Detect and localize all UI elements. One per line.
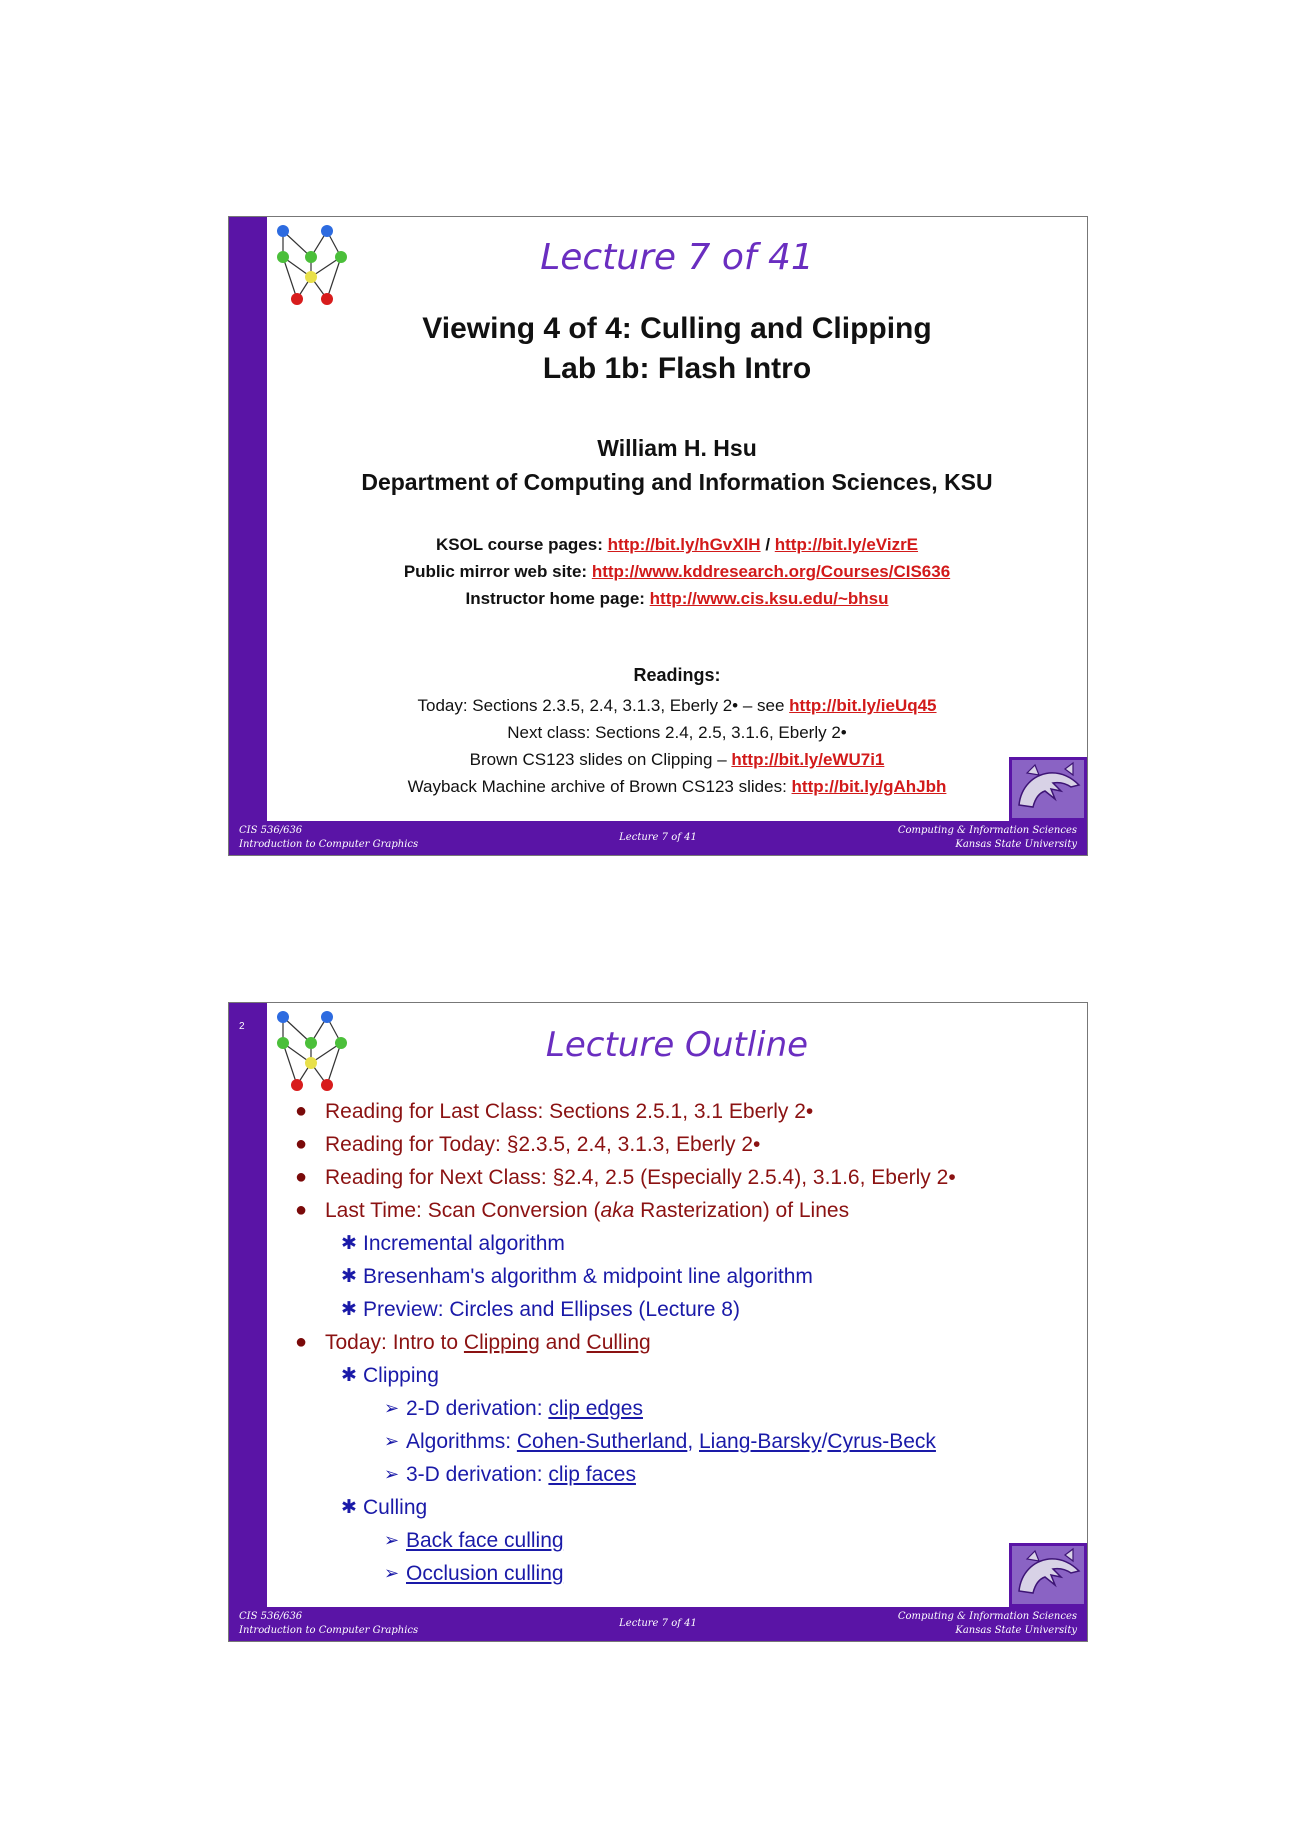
culling-link[interactable]: Culling — [586, 1331, 651, 1354]
arrow-bullet-icon: ➢ — [384, 1530, 400, 1550]
footer-lecture: Lecture 7 of 41 — [619, 832, 697, 843]
back-face-culling-link[interactable]: Back face culling — [406, 1529, 564, 1552]
bullet-dot-icon: ● — [295, 1166, 308, 1188]
cohen-sutherland-link[interactable]: Cohen-Sutherland — [516, 1430, 688, 1453]
arrow-bullet-icon: ➢ — [384, 1398, 400, 1418]
slide-sidebar — [229, 217, 267, 855]
arrow-bullet-icon: ➢ — [384, 1563, 400, 1583]
slide-footer — [229, 821, 1087, 855]
list-item: ➢ Algorithms: Cohen-Sutherland, Liang-Barsky/Cyrus-Beck — [289, 1425, 1027, 1458]
today-link[interactable]: http://bit.ly/ieUq45 — [789, 696, 937, 715]
asterisk-bullet-icon: ✱ — [341, 1365, 357, 1386]
asterisk-bullet-icon: ✱ — [341, 1299, 357, 1320]
readings-list — [267, 692, 1087, 800]
readings-heading: Readings: — [633, 665, 721, 685]
lecture-title: Lecture 7 of 41 — [540, 237, 814, 278]
reading-next: Next class: Sections 2.4, 2.5, 3.1.6, Eberly 2• — [507, 723, 847, 742]
homepage-link[interactable]: http://www.cis.ksu.edu/~bhsu — [649, 589, 889, 608]
footer-lecture: Lecture 7 of 41 — [619, 1618, 697, 1629]
ksol-row: KSOL course pages: http://bit.ly/hGvXlH / http://bit.ly/eVizrE — [435, 535, 919, 554]
asterisk-bullet-icon: ✱ — [341, 1497, 357, 1518]
arrow-bullet-icon: ➢ — [384, 1464, 400, 1484]
clip-edges-link[interactable]: clip edges — [548, 1397, 643, 1420]
asterisk-bullet-icon: ✱ — [341, 1266, 357, 1287]
list-item: ● Reading for Today: §2.3.5, 2.4, 3.1.3, Eberly 2• — [289, 1128, 1027, 1161]
ksol-link-2[interactable]: http://bit.ly/eVizrE — [774, 535, 919, 554]
footer-course: CIS 536/636 Introduction to Computer Graphics — [239, 825, 419, 850]
wildcat-logo — [1009, 1543, 1087, 1607]
slide-1 — [228, 216, 1088, 856]
list-item: ✱ Preview: Circles and Ellipses (Lecture 8) — [289, 1293, 1027, 1326]
list-item: ➢ 2-D derivation: clip edges — [289, 1392, 1027, 1425]
homepage-row: Instructor home page: http://www.cis.ksu.edu/~bhsu — [465, 589, 889, 608]
list-item: ● Reading for Last Class: Sections 2.5.1, 3.1 Eberly 2• — [289, 1095, 1027, 1128]
slide-number: 2 — [239, 1021, 245, 1032]
slide-2 — [228, 1002, 1088, 1642]
course-links — [267, 531, 1087, 612]
footer-course: CIS 536/636 Introduction to Computer Graphics — [239, 1611, 419, 1636]
clip-faces-link[interactable]: clip faces — [548, 1463, 636, 1486]
reading-wayback: Wayback Machine archive of Brown CS123 slides: http://bit.ly/gAhJbh — [407, 777, 947, 796]
list-item: ✱ Clipping — [289, 1359, 1027, 1392]
title-line-1: Viewing 4 of 4: Culling and Clipping — [422, 312, 932, 345]
list-item: ● Today: Intro to Clipping and Culling — [289, 1326, 1027, 1359]
slide-footer — [229, 1607, 1087, 1641]
ksol-link-1[interactable]: http://bit.ly/hGvXlH — [607, 535, 761, 554]
list-item: ✱ Culling — [289, 1491, 1027, 1524]
asterisk-bullet-icon: ✱ — [341, 1233, 357, 1254]
bullet-dot-icon: ● — [295, 1199, 308, 1221]
list-item: ✱ Bresenham's algorithm & midpoint line algorithm — [289, 1260, 1027, 1293]
footer-dept: Computing & Information Sciences Kansas State University — [897, 825, 1077, 850]
occlusion-culling-link[interactable]: Occlusion culling — [406, 1562, 564, 1585]
list-item — [289, 1524, 1027, 1557]
arrow-bullet-icon: ➢ — [384, 1431, 400, 1451]
reading-brown: Brown CS123 slides on Clipping – http://bit.ly/eWU7i1 — [469, 750, 885, 769]
brown-link[interactable]: http://bit.ly/eWU7i1 — [731, 750, 885, 769]
liang-barsky-link[interactable]: Liang-Barsky — [699, 1430, 822, 1453]
clipping-link[interactable]: Clipping — [463, 1331, 540, 1354]
slide-sidebar — [229, 1003, 267, 1641]
list-item: ● Reading for Next Class: §2.4, 2.5 (Especially 2.5.4), 3.1.6, Eberly 2• — [289, 1161, 1027, 1194]
list-item: ✱ Incremental algorithm — [289, 1227, 1027, 1260]
author-department: Department of Computing and Information Sciences, KSU — [361, 469, 993, 495]
mirror-row: Public mirror web site: http://www.kddresearch.org/Courses/CIS636 — [403, 562, 951, 581]
wayback-link[interactable]: http://bit.ly/gAhJbh — [791, 777, 947, 796]
outline-title: Lecture Outline — [545, 1025, 809, 1065]
reading-today: Today: Sections 2.3.5, 2.4, 3.1.3, Eberly 2• – see http://bit.ly/ieUq45 — [417, 696, 937, 715]
bullet-dot-icon: ● — [295, 1133, 308, 1155]
list-item: ● Last Time: Scan Conversion (aka Rasterization) of Lines — [289, 1194, 1027, 1227]
list-item — [289, 1557, 1027, 1590]
bullet-dot-icon: ● — [295, 1100, 308, 1122]
wildcat-logo — [1009, 757, 1087, 821]
slide-title — [267, 309, 1087, 389]
mirror-link[interactable]: http://www.kddresearch.org/Courses/CIS636 — [591, 562, 951, 581]
list-item: ➢ 3-D derivation: clip faces — [289, 1458, 1027, 1491]
outline-list — [289, 1095, 1027, 1590]
author-name: William H. Hsu — [597, 435, 757, 461]
cyrus-beck-link[interactable]: Cyrus-Beck — [827, 1430, 936, 1453]
title-line-2: Lab 1b: Flash Intro — [542, 352, 812, 385]
footer-dept: Computing & Information Sciences Kansas State University — [897, 1611, 1077, 1636]
bullet-dot-icon: ● — [295, 1331, 308, 1353]
